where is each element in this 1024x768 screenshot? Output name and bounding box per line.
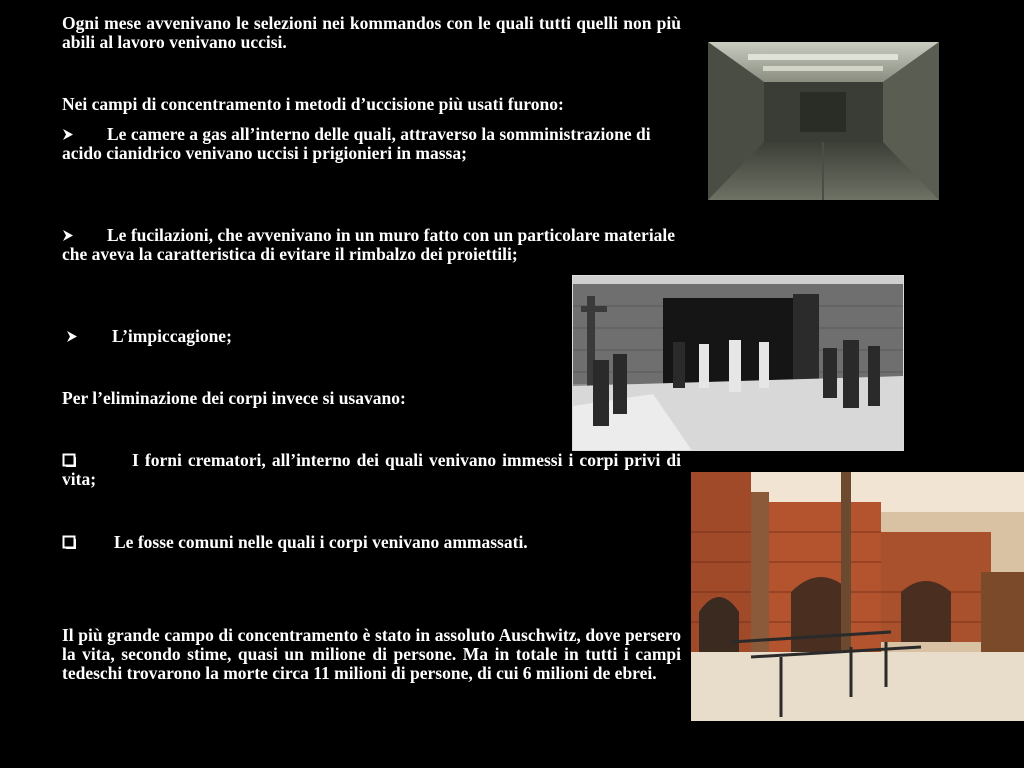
disposal-text: Le fosse comuni nelle quali i corpi venivano ammassati. [114,532,528,552]
gas-chamber-photo [708,42,939,200]
disposal-text: I forni crematori, all’interno dei quali venivano immessi i corpi privi di vita; [62,450,681,489]
disposal-heading: Per l’eliminazione dei corpi invece si usavano: [62,388,406,408]
method-text: Le camere a gas all’interno delle quali, attraverso la somministrazione di acido cianidrico venivano uccisi i prigionieri in massa; [62,124,651,163]
crematorium-photo [691,472,1024,721]
execution-wall-photo [572,275,904,451]
method-item-gas [62,125,681,163]
checkbox-bullet-icon [62,451,76,470]
methods-heading: Nei campi di concentramento i metodi d’uccisione più usati furono: [62,94,564,114]
method-item-shooting [62,226,681,264]
arrow-bullet-icon [66,327,80,346]
method-text: Le fucilazioni, che avvenivano in un muro fatto con un particolare materiale che aveva la caratteristica di evitare il rimbalzo dei proiettili; [62,225,676,264]
disposal-item-mass-graves [62,533,681,552]
arrow-bullet-icon [62,125,76,144]
arrow-bullet-icon [62,226,76,245]
method-text: L’impiccagione; [112,326,232,346]
closing-paragraph: Il più grande campo di concentramento è stato in assoluto Auschwitz, dove persero la vita, secondo stime, quasi un milione di persone. Ma in totale in tutti i campi tedeschi trovarono la morte circa 11 milioni di persone, di cui 6 milioni de ebrei. [62,625,681,683]
checkbox-bullet-icon [62,533,76,552]
intro-paragraph: Ogni mese avvenivano le selezioni nei kommandos con le quali tutti quelli non più abili al lavoro venivano uccisi. [62,13,681,52]
disposal-item-crematorium [62,451,681,489]
